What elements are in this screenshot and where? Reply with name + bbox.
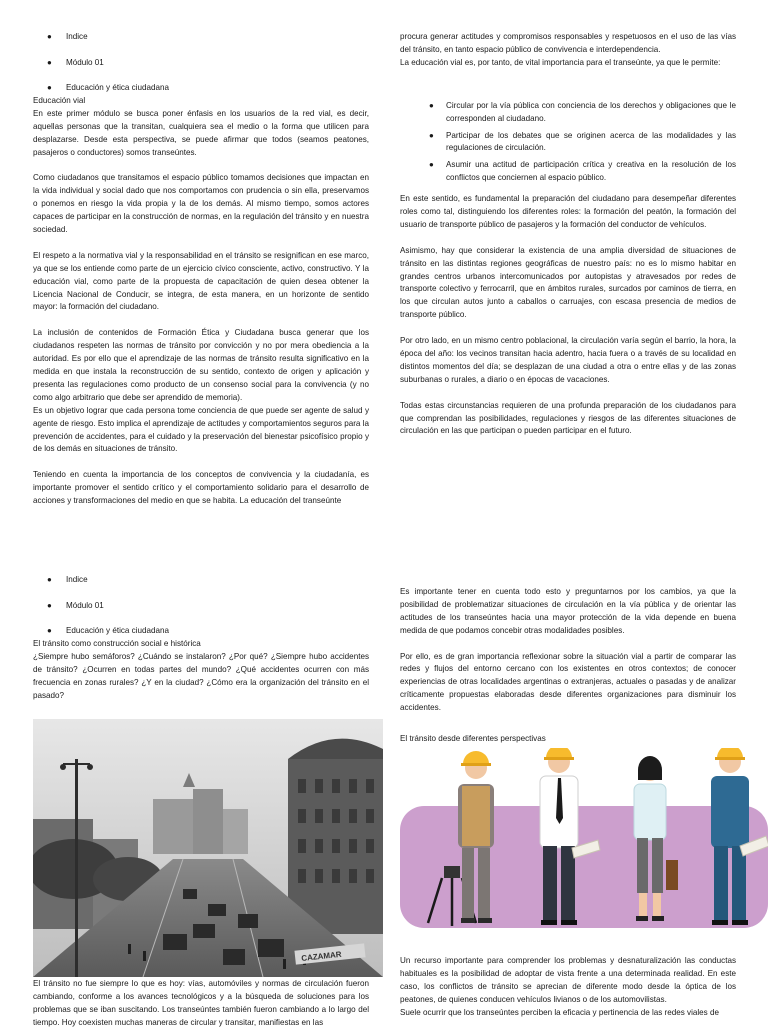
- page-top: [0, 0, 768, 512]
- list-item: ● Participar de los debates que se originen acerca de las modalidades y las regulaciones de circulación.: [429, 130, 736, 153]
- bullet-icon: ●: [429, 130, 434, 140]
- paragraph: Por otro lado, en un mismo centro poblacional, la circulación varía según el barrio, la hora, la época del año: los vecinos transitan hacia adentro, hacia fuera o a través de su localidad en distintos momentos del día; se desplazan de una ciudad a otra o entre ellas y de las zonas suburbanas o rurales, a diario o en épocas de vacaciones.: [400, 336, 736, 384]
- paragraph: El respeto a la normativa vial y la responsabilidad en el tránsito se resignifican en ese marco, ya que se los entiende como parte de un ejercicio cívico consciente, activo, constructivo. Y la educación vial, como parte de la propuesta de capacitación de quien desea obtener la Licencia Nacional de Conducir, se integra, de esta manera, en un horizonte de sentido mayor: la formación del ciudadano.: [33, 250, 369, 312]
- nav-item-modulo[interactable]: [33, 600, 369, 626]
- paragraph: ¿Siempre hubo semáforos? ¿Cuándo se instalaron? ¿Por qué? ¿Siempre hubo accidentes de tránsito? ¿Ocurren en todas partes del mundo? ¿Qué accidentes ocurren con más frecuencia en zonas rurales? ¿Y en la ciudad? ¿Cómo era la organización del tránsito en el pasado?: [33, 651, 369, 700]
- bullet-icon: ●: [47, 626, 52, 635]
- paragraph: La inclusión de contenidos de Formación Ética y Ciudadana busca generar que los ciudadanos respeten las normas de tránsito por convicción y no por mera obediencia a la autoridad. Es por ello que el aprendizaje de las normas de tránsito resulta significativo en la medida en que instala la reconstrucción de su sentido, contexto de origen y aplicación y presenta las regulaciones como producto de un consenso social para la convivencia (y no como algo arbitrario que debe ser aprendido de memoria).: [33, 328, 369, 402]
- nav-item-educacion[interactable]: [33, 625, 369, 638]
- nav-label: Módulo 01: [66, 57, 104, 67]
- photo-caption: [33, 978, 369, 1030]
- paragraph: Es importante tener en cuenta todo esto y preguntarnos por los cambios, ya que la posibilidad de problematizar situaciones de circulación en la vía pública y de orientar las actitudes de los transeúntes hacia una mayor protección de la vida depende en buena medida de que podamos concebir otras modalidades posibles.: [400, 587, 736, 635]
- left-column: [33, 31, 369, 512]
- bullet-icon: ●: [47, 32, 52, 41]
- paragraph: En este sentido, es fundamental la preparación del ciudadano para desempeñar diferentes roles como tal, distinguiendo los diferentes roles: la formación del peatón, la formación del usuario de transporte público de pasajeros y la formación del conductor de vehículos.: [400, 194, 736, 229]
- paragraph: Asimismo, hay que considerar la existencia de una amplia diversidad de situaciones de tránsito en las distintas regiones geográficas de nuestro país: no es lo mismo habitar en grandes centros urbanos intercomunicados por autopistas y atravesados por redes de transporte colectivo y ferrocarril, que en ámbitos rurales, surcados por caminos de tierra, en los que circulan autos junto a caballos o carruajes, con escasa presencia de medios de transporte público.: [400, 245, 736, 320]
- nav-label: Educación y ética ciudadana: [66, 83, 170, 92]
- bullet-icon: ●: [47, 600, 52, 610]
- list-item: ● Circular por la vía pública con conciencia de los derechos y obligaciones que le corresponden al ciudadano.: [429, 100, 736, 123]
- paragraph: Es un objetivo lograr que cada persona tome conciencia de que puede ser agente de salud y agente de riesgo. Esto implica el aprendizaje de actitudes y comportamientos seguros para la prevención de accidentes, para el cuidado y la preservación del bienestar psicofísico propio y de los demás en situaciones de tránsito.: [33, 405, 369, 454]
- shop-sign: CAZAMAR: [300, 949, 343, 963]
- list-item: ● Asumir una actitud de participación crítica y creativa en la resolución de los conflictos que conciernen al espacio público.: [429, 160, 736, 183]
- nav-label: Indice: [66, 32, 88, 41]
- paragraph: Un recurso importante para comprender los problemas y desnaturalización las conductas habituales es la posibilidad de adoptar de vista frente a una determinada realidad. En este caso, los conflictos de tránsito se aprecian de diferente modo desde la óptica de los peatones, de quienes conducen vehículos livianos o de los automovilistas.: [400, 956, 736, 1004]
- historic-street-photo: [33, 719, 383, 977]
- paragraph: Como ciudadanos que transitamos el espacio público tomamos decisiones que impactan en la vida individual y social dado que nos comportamos con prudencia o sin ella, preservamos o ponemos en riesgo la vida propia y la de los demás. Al mismo tiempo, somos actores capaces de participar en la construcción de normas, en la regulación del tránsito y en nuestra sociedad.: [33, 173, 369, 235]
- benefits-list: [400, 100, 736, 185]
- nav-label: Módulo 01: [66, 600, 104, 610]
- module-nav: [33, 31, 369, 95]
- module-nav: [33, 574, 369, 638]
- bullet-icon: ●: [47, 57, 52, 67]
- nav-item-indice[interactable]: [33, 574, 369, 600]
- right-column-lower: [400, 955, 736, 1020]
- photo-illustration: [33, 719, 383, 977]
- paragraph: Todas estas circunstancias requieren de una profunda preparación de los ciudadanos para que comprendan las posibilidades, regulaciones y riesgos de las diferentes situaciones de circulación en las que participan o pueden participar en el futuro.: [400, 400, 736, 436]
- right-column: [400, 31, 736, 451]
- nav-item-educacion[interactable]: [33, 82, 369, 95]
- paragraph: Por ello, es de gran importancia reflexionar sobre la situación vial a partir de comparar las redes y flujos del entorno cercano con los existentes en otros contextos; de conocer experiencias de otras localidades argentinas o extranjeras, actuales o pasadas y de analizar críticamente propuestas elaboradas desde diferentes organizaciones para disminuir los accidentes.: [400, 651, 736, 713]
- bullet-icon: ●: [47, 83, 52, 92]
- left-column: [33, 574, 369, 715]
- nav-item-indice[interactable]: [33, 31, 369, 57]
- paragraph: procura generar actitudes y compromisos responsables y respetuosos en el uso de las vías del tránsito, en tanto espacio público de convivencia e interdependencia.: [400, 32, 736, 54]
- bullet-icon: ●: [429, 100, 434, 110]
- right-column: [400, 586, 736, 759]
- caption-text: El tránsito no fue siempre lo que es hoy: vías, automóviles y normas de circulación fueron cambiando, conforme a los avances tecnológicos y a la búsqueda de soluciones para los problemas que se iban suscitando. Los transeúntes también fueron cambiando a lo largo del tiempo. Hoy coexisten muchas maneras de circular y transitar, manifiestas en las: [33, 979, 369, 1027]
- nav-item-modulo[interactable]: [33, 57, 369, 83]
- section-title: Educación vial: [33, 96, 86, 105]
- section-title: El tránsito como construcción social e histórica: [33, 639, 201, 648]
- bullet-icon: ●: [47, 575, 52, 584]
- people-illustration: [400, 748, 768, 928]
- paragraph: La educación vial es, por tanto, de vital importancia para el transeúnte, ya que le permite:: [400, 57, 721, 67]
- paragraph: Teniendo en cuenta la importancia de los conceptos de convivencia y la ciudadanía, es importante promover el sentido crítico y el comportamiento solidario para el desarrollo de acciones y transformaciones del medio en que se habita. La educación del transeúnte: [33, 470, 369, 506]
- paragraph: Suele ocurrir que los transeúntes perciben la eficacia y pertinencia de las redes viales de: [400, 1007, 719, 1017]
- nav-label: Educación y ética ciudadana: [66, 626, 170, 635]
- nav-label: Indice: [66, 575, 88, 584]
- perspectives-illustration: [400, 748, 768, 928]
- paragraph: En este primer módulo se busca poner énfasis en los usuarios de la red vial, es decir, aquellas personas que la transitan, cualquiera sea el medio o la forma que utilicen para desplazarse. Desde esta perspectiva, se puede afirmar que todos (seamos peatones, pasajeros o conductores) somos transeúntes.: [33, 108, 369, 157]
- figure-title: El tránsito desde diferentes perspectivas: [400, 734, 546, 744]
- bullet-icon: ●: [429, 160, 434, 170]
